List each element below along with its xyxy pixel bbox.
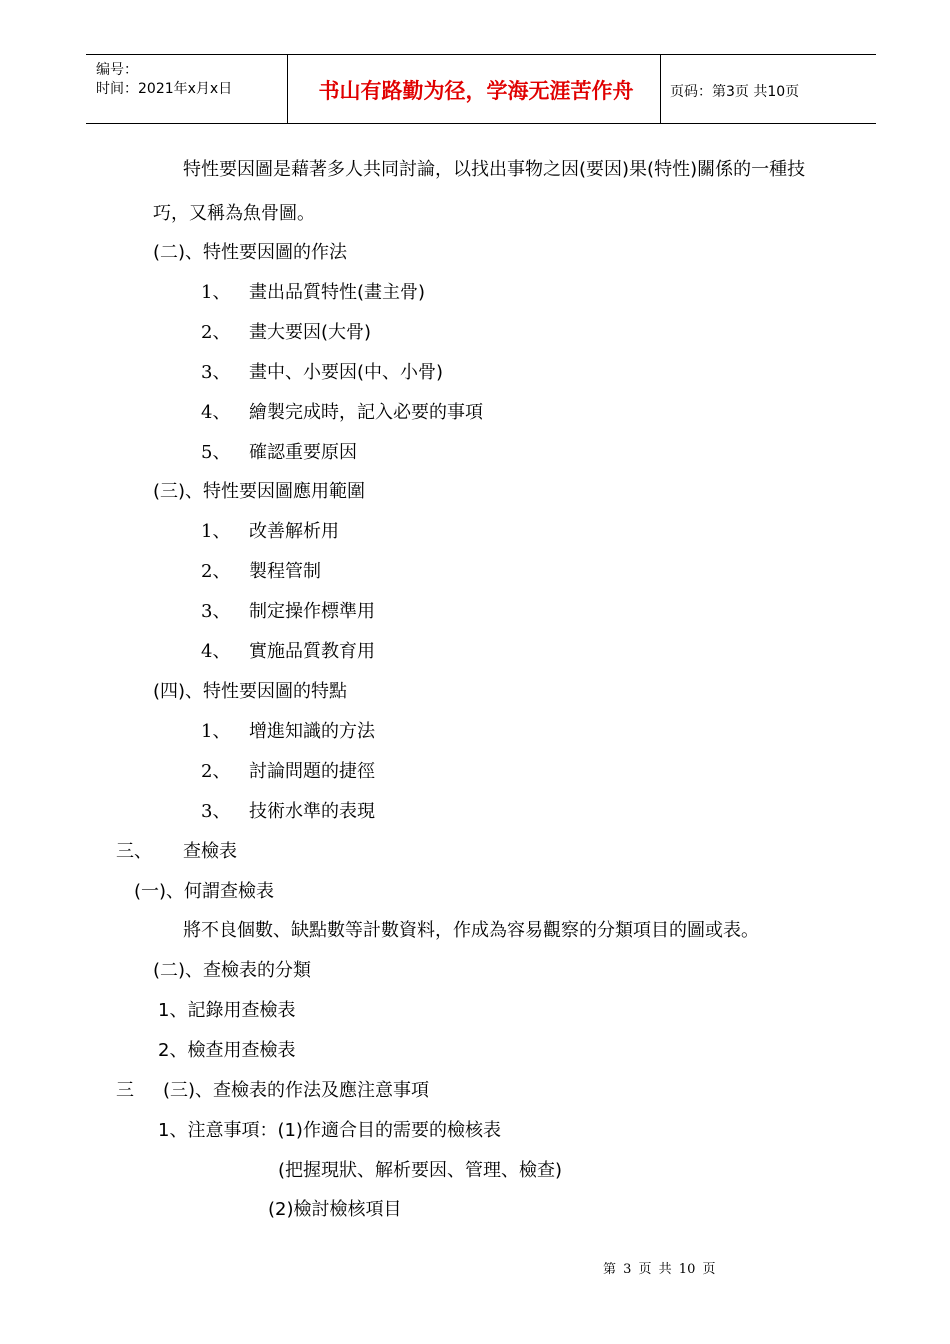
list-number: 2、 bbox=[201, 561, 231, 582]
intro-line-2: 巧，又稱為魚骨圖。 bbox=[153, 203, 315, 224]
list-item: 確認重要原因 bbox=[249, 442, 357, 463]
list-number: 1、 bbox=[201, 282, 231, 303]
list-item: 製程管制 bbox=[249, 561, 321, 582]
chapter-number: 三、 bbox=[116, 841, 152, 862]
list-number: 4、 bbox=[201, 641, 231, 662]
section-title-4: (四)、特性要因圖的特點 bbox=[153, 681, 348, 702]
list-item: 畫中、小要因(中、小骨) bbox=[249, 362, 444, 383]
list-item: 2、檢查用查檢表 bbox=[158, 1040, 296, 1061]
header-motto: 书山有路勤为径，学海无涯苦作舟 bbox=[318, 79, 634, 103]
list-number: 3、 bbox=[201, 801, 231, 822]
chapter-title: 查檢表 bbox=[183, 841, 237, 862]
header-divider bbox=[287, 55, 288, 123]
intro-line-1: 特性要因圖是藉著多人共同討論，以找出事物之因(要因)果(特性)關係的一種技 bbox=[183, 159, 806, 180]
note-line: (把握現狀、解析要因、管理、檢查) bbox=[278, 1160, 563, 1181]
subsection-title-2: (二)、查檢表的分類 bbox=[153, 960, 312, 981]
header-page-info: 页码：第3页 共10页 bbox=[670, 84, 800, 100]
section-title-3: (三)、特性要因圖應用範圍 bbox=[153, 481, 366, 502]
list-number: 1、 bbox=[201, 721, 231, 742]
header-time-label: 时间：2021年x月x日 bbox=[96, 81, 233, 97]
list-number: 2、 bbox=[201, 761, 231, 782]
list-number: 3、 bbox=[201, 362, 231, 383]
list-item: 實施品質教育用 bbox=[249, 641, 375, 662]
page-footer: 第 3 页 共 10 页 bbox=[603, 1262, 716, 1277]
subsection-title-3: (三)、查檢表的作法及應注意事項 bbox=[163, 1080, 430, 1101]
subsection-title-1: (一)、何謂查檢表 bbox=[134, 881, 275, 902]
list-item: 技術水準的表現 bbox=[249, 801, 375, 822]
list-item: 繪製完成時，記入必要的事項 bbox=[249, 402, 483, 423]
section-title-2: (二)、特性要因圖的作法 bbox=[153, 242, 348, 263]
list-item: 1、記錄用查檢表 bbox=[158, 1000, 296, 1021]
list-number: 2、 bbox=[201, 322, 231, 343]
list-item: 討論問題的捷徑 bbox=[249, 761, 375, 782]
note-line: (2)檢討檢核項目 bbox=[268, 1199, 402, 1220]
list-item: 畫出品質特性(畫主骨) bbox=[249, 282, 426, 303]
list-item: 增進知識的方法 bbox=[249, 721, 375, 742]
list-number: 5、 bbox=[201, 442, 231, 463]
page-header bbox=[86, 54, 876, 124]
definition-text: 將不良個數、缺點數等計數資料，作成為容易觀察的分類項目的圖或表。 bbox=[183, 920, 759, 941]
chapter-number: 三 bbox=[116, 1080, 134, 1101]
list-number: 1、 bbox=[201, 521, 231, 542]
list-number: 3、 bbox=[201, 601, 231, 622]
list-number: 4、 bbox=[201, 402, 231, 423]
list-item: 改善解析用 bbox=[249, 521, 339, 542]
header-number-label: 编号： bbox=[96, 62, 138, 78]
list-item: 制定操作標準用 bbox=[249, 601, 375, 622]
list-item: 畫大要因(大骨) bbox=[249, 322, 372, 343]
note-line: 1、注意事項：(1)作適合目的需要的檢核表 bbox=[158, 1120, 501, 1141]
